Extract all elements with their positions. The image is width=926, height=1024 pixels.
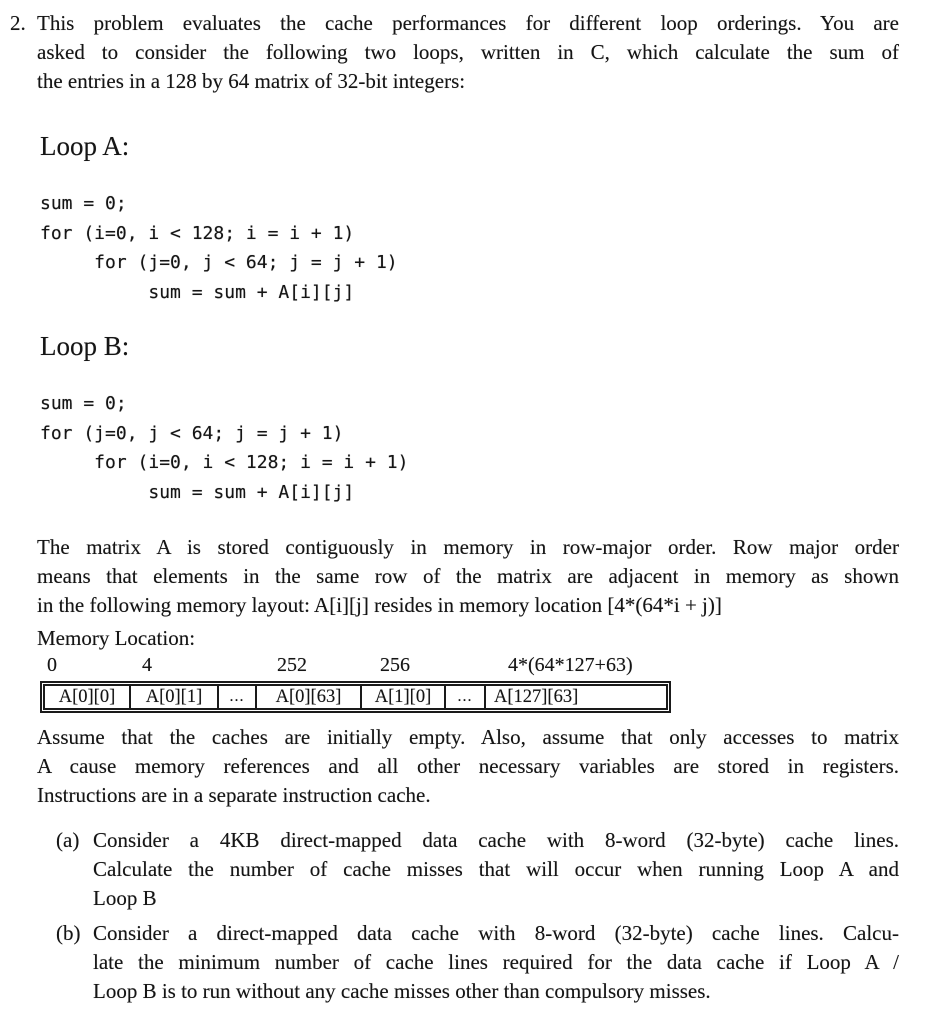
code-line: sum = sum + A[i][j]: [40, 481, 355, 503]
item-a-line: Consider a 4KB direct-mapped data cache with 8-word (32-byte) cache lines.: [93, 828, 899, 852]
item-a-line: Loop B: [93, 886, 157, 910]
loop-b-heading: Loop B:: [40, 331, 130, 361]
memory-cell-ellipsis: ...: [217, 684, 257, 710]
loop-a-heading: Loop A:: [40, 131, 130, 161]
assumptions-line: A cause memory references and all other necessary variables are stored in registers.: [37, 754, 899, 778]
item-b-label: (b): [56, 921, 81, 945]
memory-table: [40, 681, 671, 713]
memory-cell: A[0][63]: [255, 684, 362, 710]
memory-location-caption: Memory Location:: [37, 626, 196, 650]
assumptions-paragraph: [37, 723, 899, 810]
problem-intro-paragraph: [37, 9, 899, 96]
loop-b-code-block: [40, 389, 408, 507]
code-line: for (j=0, j < 64; j = j + 1): [40, 252, 398, 273]
item-b-line: Loop B is to run without any cache misses other than compulsory misses.: [93, 979, 711, 1003]
memory-cell-ellipsis: ...: [444, 684, 486, 710]
item-b-text: [93, 919, 899, 1006]
loop-a-code-block: [40, 189, 398, 307]
address-label: 256: [380, 654, 410, 676]
item-a-label: (a): [56, 828, 80, 852]
intro-line: the entries in a 128 by 64 matrix of 32-bit integers:: [37, 69, 466, 93]
code-line: sum = sum + A[i][j]: [40, 281, 355, 303]
intro-line: This problem evaluates the cache performances for different loop orderings. You are: [37, 11, 899, 35]
code-line: sum = 0;: [40, 193, 127, 214]
item-b-line: late the minimum number of cache lines required for the data cache if Loop A /: [93, 950, 899, 974]
address-label: 4: [142, 654, 152, 676]
item-a-text: [93, 826, 899, 913]
memory-cell: A[0][0]: [43, 684, 131, 710]
assumptions-line: Instructions are in a separate instruction cache.: [37, 783, 431, 807]
code-line: for (j=0, j < 64; j = j + 1): [40, 422, 344, 444]
item-a-line: Calculate the number of cache misses that will occur when running Loop A and: [93, 857, 899, 881]
intro-line: asked to consider the following two loops, written in C, which calculate the sum of: [37, 40, 899, 64]
item-b-line: Consider a direct-mapped data cache with 8-word (32-byte) cache lines. Calcu-: [93, 921, 899, 945]
address-label: 0: [47, 654, 57, 676]
address-label: 252: [277, 654, 307, 676]
assumptions-line: Assume that the caches are initially empty. Also, assume that only accesses to matrix: [37, 725, 899, 749]
code-line: for (i=0, i < 128; i = i + 1): [40, 452, 409, 473]
memory-cell: A[1][0]: [360, 684, 446, 710]
address-label: 4*(64*127+63): [508, 654, 633, 676]
matrix-paragraph: [37, 533, 899, 620]
memory-cell: A[127][63]: [484, 684, 668, 710]
matrix-line: in the following memory layout: A[i][j] resides in memory location [4*(64*i + j)]: [37, 593, 722, 617]
matrix-line: The matrix A is stored contiguously in memory in row-major order. Row major order: [37, 535, 899, 559]
memory-cell: A[0][1]: [129, 684, 219, 710]
code-line: for (i=0, i < 128; i = i + 1): [40, 222, 355, 244]
matrix-line: means that elements in the same row of the matrix are adjacent in memory as shown: [37, 564, 899, 588]
code-line: sum = 0;: [40, 393, 127, 414]
problem-number: 2.: [10, 11, 26, 35]
